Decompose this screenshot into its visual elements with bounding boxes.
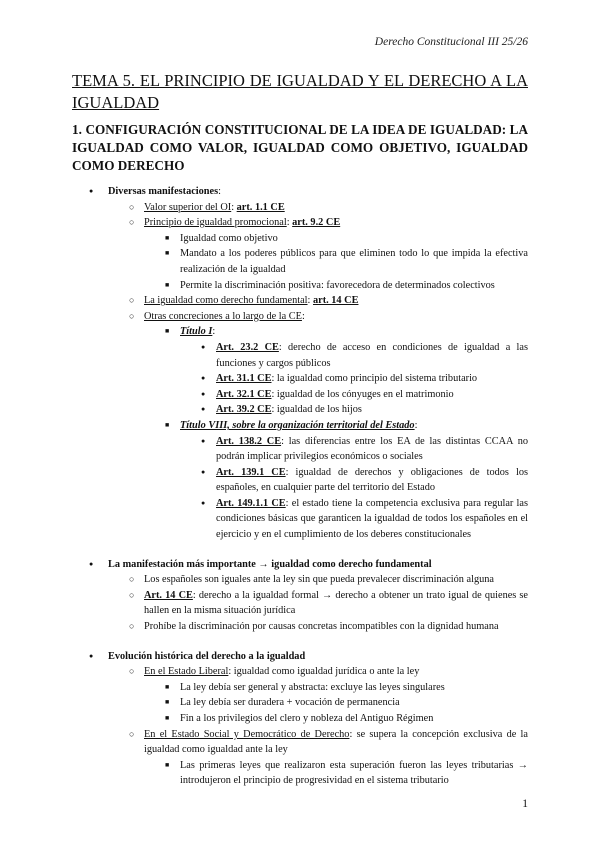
list-item-article [180, 340, 528, 371]
item-label: Título I [180, 326, 213, 338]
page-number: 1 [522, 798, 528, 810]
article-text: : las diferencias entre los EA de las distintas CCAA no podrán implicar privilegios económicos o sociales [216, 435, 528, 463]
list-item: ■ La ley debía ser general y abstracta: excluye las leyes singulares [144, 680, 528, 696]
article-text: : igualdad de derechos y obligaciones de todos los españoles, en cualquier parte del territorio del Estado [216, 466, 528, 494]
article-ref: Art. 139.1 CE [216, 466, 286, 478]
item-punct: : [414, 419, 418, 431]
article-text: : igualdad de los cónyuges en el matrimonio [271, 388, 454, 400]
article-text: : la igualdad como principio del sistema tributario [271, 373, 478, 385]
item-label: Título VIII, sobre la organización territorial del Estado [180, 419, 415, 431]
list-item: ○ Prohíbe la discriminación por causas concretas incompatibles con la dignidad humana [108, 619, 528, 635]
list-item: ■ Permite la discriminación positiva: favorecedora de determinados colectivos [144, 278, 528, 294]
list-item: ○ Los españoles son iguales ante la ley sin que pueda prevalecer discriminación alguna [108, 572, 528, 588]
list-item-otras-concreciones [108, 309, 528, 543]
list-item-estado-social [108, 727, 528, 789]
list-item-manifestaciones [72, 184, 528, 543]
list-item-evolucion [72, 649, 528, 789]
article-ref: Art. 14 CE [144, 589, 193, 601]
article-ref: Art. 39.2 CE [216, 404, 272, 416]
article-text: : derecho de acceso en condiciones de igualdad a las funciones y cargos públicos [216, 341, 528, 369]
page-title: TEMA 5. EL PRINCIPIO DE IGUALDAD Y EL DERECHO A LA IGUALDAD [72, 71, 528, 112]
item-punct: : [218, 186, 221, 197]
item-label: En el Estado Social y Democrático de Derecho [144, 728, 350, 740]
article-text: : igualdad de los hijos [271, 404, 362, 416]
article-ref: Art. 149.1.1 CE [216, 497, 286, 509]
list-item-titulo-viii [144, 418, 528, 543]
item-punct: : [301, 310, 305, 322]
list-item-valor [108, 200, 528, 216]
list-item-titulo-i [144, 324, 528, 418]
item-punct: : [212, 326, 216, 338]
item-label: Otras concreciones a lo largo de la CE [144, 310, 302, 322]
list-item-article [180, 465, 528, 496]
list-item-article [180, 434, 528, 465]
list-item-manifestacion-importante [72, 557, 528, 635]
item-label: Evolución histórica del derecho a la igualdad [108, 650, 306, 662]
list-item-derecho-fundamental [108, 293, 528, 309]
article-ref: art. 1.1 CE [236, 201, 285, 213]
item-label: Diversas manifestaciones [108, 186, 219, 197]
list-item: ■ Igualdad como objetivo [144, 231, 528, 247]
list-item-article [108, 588, 528, 619]
list-item-article [180, 387, 528, 403]
list-item: ■ Las primeras leyes que realizaron esta superación fueron las leyes tributarias → introdujeron el principio de progresividad en el sistema tributario [144, 758, 528, 789]
list-item-article [180, 402, 528, 418]
item-sep: : [307, 295, 313, 307]
article-ref: Art. 23.2 CE [216, 341, 279, 353]
article-ref: art. 9.2 CE [292, 217, 341, 229]
item-label: La igualdad como derecho fundamental [144, 295, 308, 307]
list-item-estado-liberal [108, 664, 528, 726]
list-item-article [180, 371, 528, 387]
item-sep: : [286, 217, 293, 229]
item-sep: : [231, 201, 237, 213]
list-item-article [180, 496, 528, 543]
article-ref: Art. 138.2 CE [216, 435, 282, 447]
section-heading: 1. CONFIGURACIÓN CONSTITUCIONAL DE LA IDEA DE IGUALDAD: LA IGUALDAD COMO VALOR, IGUALDAD COMO OBJETIVO, IGUALDAD COMO DERECHO [72, 122, 528, 173]
article-text: : derecho a la igualdad formal → derecho a obtener un trato igual de quienes se hallen en la misma situación jurídica [144, 589, 528, 617]
list-item: ■ Fin a los privilegios del clero y nobleza del Antiguo Régimen [144, 711, 528, 727]
item-text: : igualdad como igualdad jurídica o ante la ley [228, 666, 420, 678]
item-label: En el Estado Liberal [144, 666, 229, 678]
article-ref: Art. 31.1 CE [216, 373, 272, 385]
item-text: : se supera la concepción exclusiva de la igualdad como igualdad ante la ley [144, 728, 528, 756]
item-label: La manifestación más importante → igualdad como derecho fundamental [108, 558, 432, 570]
article-text: : el estado tiene la competencia exclusiva para regular las condiciones básicas que garanticen la igualdad de todos los españoles en el ejercicio y en el cumplimiento de los deberes constitucionales [216, 497, 528, 541]
list-item: ■ Mandato a los poderes públicos para que eliminen todo lo que impida la efectiva realización de la igualdad [144, 246, 528, 277]
item-label: Principio de igualdad promocional [144, 217, 287, 229]
article-ref: art. 14 CE [312, 295, 359, 307]
item-label: Valor superior del OI [144, 201, 232, 213]
article-ref: Art. 32.1 CE [216, 388, 272, 400]
running-header: Derecho Constitucional III 25/26 [374, 36, 528, 48]
list-item-promocional [108, 215, 528, 293]
list-item: ■ La ley debía ser duradera + vocación de permanencia [144, 695, 528, 711]
document-body [72, 184, 528, 789]
